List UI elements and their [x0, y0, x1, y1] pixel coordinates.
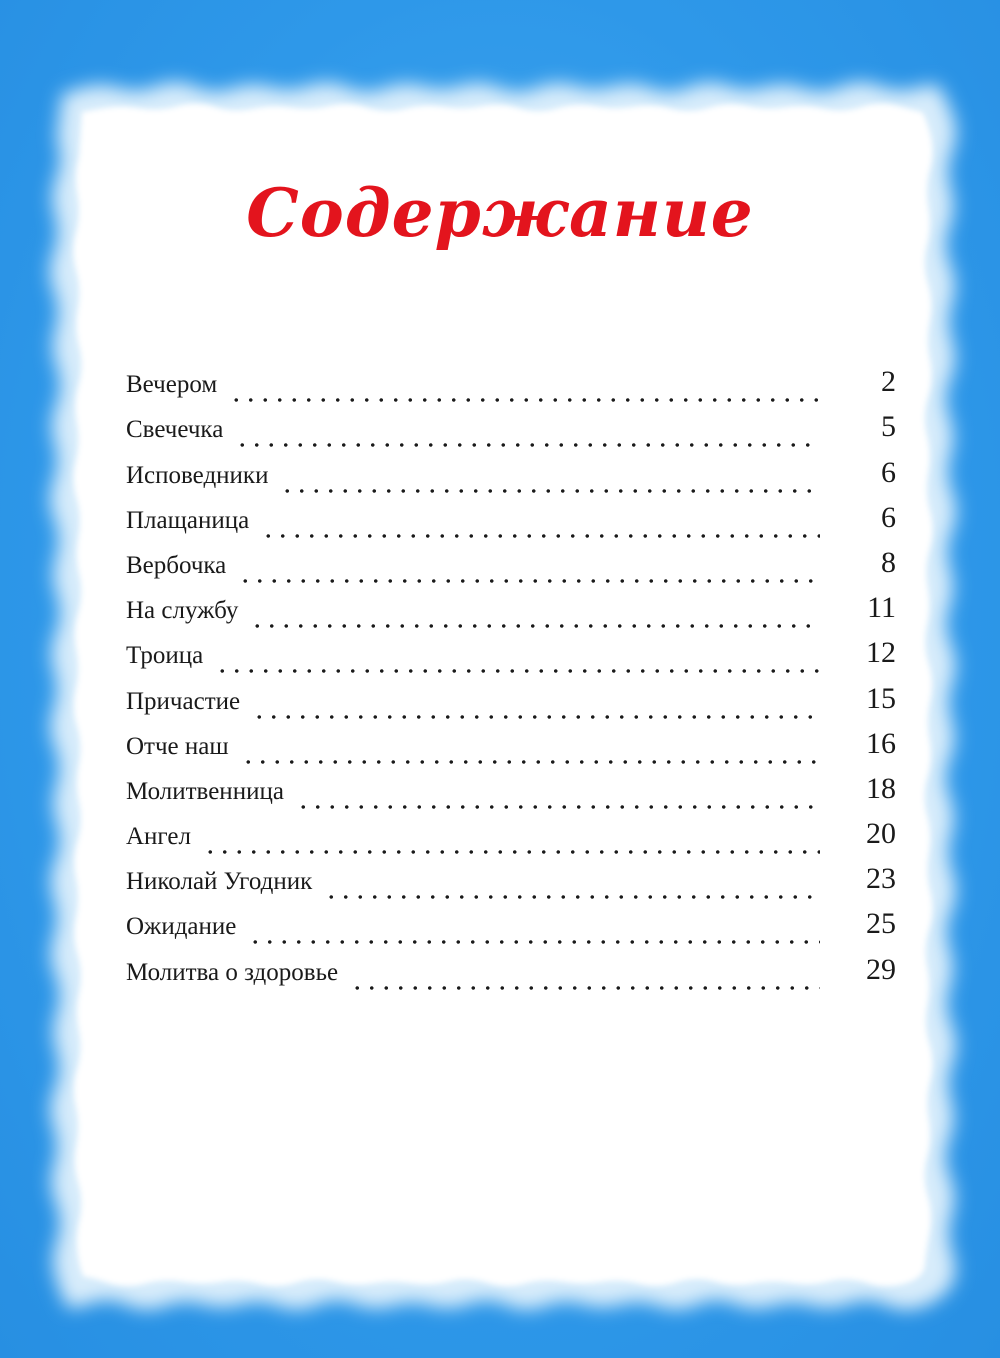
toc-leader-wrap — [249, 496, 896, 541]
toc-dot-leader — [215, 666, 820, 676]
toc-entry-page-number: 15 — [866, 681, 896, 715]
toc-entry — [126, 947, 896, 992]
toc-dot-leader — [261, 531, 820, 541]
toc-entry — [126, 541, 896, 586]
toc-leader-wrap — [338, 947, 896, 992]
toc-entry — [126, 405, 896, 450]
toc-entry — [126, 722, 896, 767]
toc-dot-leader — [252, 712, 820, 722]
toc-entry — [126, 902, 896, 947]
toc-entry-title: Молитвенница — [126, 777, 284, 805]
toc-leader-wrap — [240, 676, 896, 721]
toc-entry — [126, 767, 896, 812]
toc-entry — [126, 812, 896, 857]
toc-entry-title: Вербочка — [126, 551, 227, 579]
toc-entry-page-number: 29 — [866, 952, 896, 986]
toc-entry-page-number: 2 — [881, 365, 896, 399]
toc-leader-wrap — [284, 767, 896, 812]
toc-leader-wrap — [312, 857, 896, 902]
toc-entry-title: Николай Угодник — [126, 868, 313, 896]
toc-entry-page-number: 23 — [866, 862, 896, 896]
toc-entry-title: Причастие — [126, 687, 241, 715]
toc-entry-page-number: 11 — [867, 591, 896, 625]
toc-entry-title: Исповедники — [126, 461, 269, 489]
toc-entry-title: Вечером — [126, 371, 218, 399]
toc-entry-page-number: 16 — [866, 726, 896, 760]
toc-entry-title: Ангел — [126, 823, 191, 851]
toc-entry-title: Молитва о здоровье — [126, 958, 339, 986]
toc-entry — [126, 676, 896, 721]
toc-entry-title: Ожидание — [126, 913, 237, 941]
toc-entry — [126, 631, 896, 676]
toc-entry-page-number: 25 — [866, 907, 896, 941]
toc-entry-page-number: 6 — [881, 500, 896, 534]
table-of-contents — [126, 360, 896, 993]
toc-entry-page-number: 20 — [866, 817, 896, 851]
toc-leader-wrap — [203, 631, 896, 676]
toc-entry-title: Плащаница — [126, 506, 250, 534]
toc-leader-wrap — [223, 405, 896, 450]
toc-dot-leader — [248, 937, 820, 947]
toc-entry-title: Троица — [126, 642, 204, 670]
toc-leader-wrap — [191, 812, 896, 857]
toc-entry-page-number: 12 — [866, 636, 896, 670]
toc-leader-wrap — [238, 586, 896, 631]
toc-dot-leader — [350, 983, 820, 993]
toc-entry-page-number: 18 — [866, 771, 896, 805]
toc-leader-wrap — [268, 450, 896, 495]
toc-entry — [126, 496, 896, 541]
toc-dot-leader — [296, 802, 820, 812]
toc-dot-leader — [241, 757, 820, 767]
toc-leader-wrap — [217, 360, 896, 405]
toc-entry-title: Свечечка — [126, 416, 224, 444]
toc-dot-leader — [238, 576, 820, 586]
toc-entry — [126, 857, 896, 902]
toc-leader-wrap — [236, 902, 896, 947]
toc-dot-leader — [250, 621, 820, 631]
toc-entry-page-number: 5 — [881, 410, 896, 444]
toc-entry-title: На службу — [126, 597, 239, 625]
toc-dot-leader — [203, 847, 820, 857]
toc-dot-leader — [235, 440, 820, 450]
page-title: Содержание — [246, 174, 754, 252]
toc-dot-leader — [324, 892, 820, 902]
toc-entry — [126, 360, 896, 405]
toc-entry-title: Отче наш — [126, 732, 229, 760]
toc-entry — [126, 586, 896, 631]
toc-entry-page-number: 8 — [881, 545, 896, 579]
toc-entry-page-number: 6 — [881, 455, 896, 489]
toc-dot-leader — [280, 486, 820, 496]
toc-leader-wrap — [229, 722, 896, 767]
toc-dot-leader — [229, 395, 820, 405]
toc-entry — [126, 450, 896, 495]
toc-leader-wrap — [226, 541, 896, 586]
